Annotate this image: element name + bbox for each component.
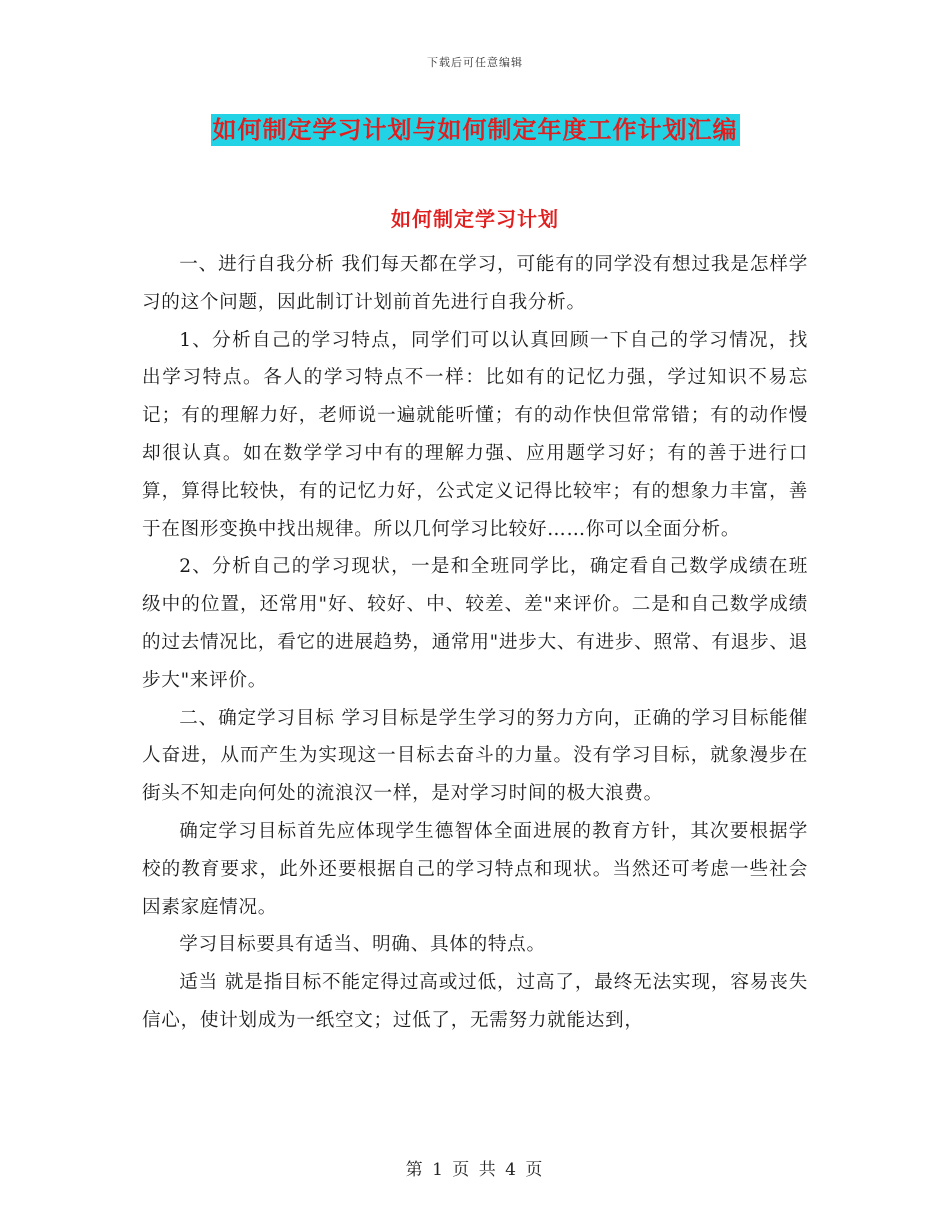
paragraph: 2、分析自己的学习现状，一是和全班同学比，确定看自己数学成绩在班级中的位置，还常用"好、较好、中、较差、差"来评价。二是和自己数学成绩的过去情况比，看它的进展趋势，通常用"进步大、有进步、照常、有退步、退步大"来评价。: [142, 556, 808, 691]
document-title: 如何制定学习计划与如何制定年度工作计划汇编: [212, 115, 738, 144]
paragraph: 1、分析自己的学习特点，同学们可以认真回顾一下自己的学习情况，找出学习特点。各人的学习特点不一样：比如有的记忆力强，学过知识不易忘记；有的理解力好，老师说一遍就能听懂；有的动作快但常常错；有的动作慢却很认真。如在数学学习中有的理解力强、应用题学习好；有的善于进行口算，算得比较快，有的记忆力好，公式定义记得比较牢；有的想象力丰富，善于在图形变换中找出规律。所以几何学习比较好……你可以全面分析。: [142, 329, 808, 540]
section-title: 如何制定学习计划: [391, 207, 559, 231]
document-body: [142, 246, 808, 1040]
paragraph: 确定学习目标首先应体现学生德智体全面进展的教育方针，其次要根据学校的教育要求，此外还要根据自己的学习特点和现状。当然还可考虑一些社会因素家庭情况。: [142, 820, 808, 918]
paragraph: 适当 就是指目标不能定得过高或过低，过高了，最终无法实现，容易丧失信心，使计划成为一纸空文；过低了，无需努力就能达到，: [142, 972, 808, 1031]
paragraph: 二、确定学习目标 学习目标是学生学习的努力方向，正确的学习目标能催人奋进，从而产生为实现这一目标去奋斗的力量。没有学习目标，就象漫步在街头不知走向何处的流浪汉一样，是对学习时间的极大浪费。: [142, 707, 808, 805]
document-title-container: [0, 114, 950, 146]
page-number-footer: 第 1 页 共 4 页: [405, 1160, 545, 1180]
paragraph: 学习目标要具有适当、明确、具体的特点。: [179, 934, 546, 956]
page-header-note: 下载后可任意编辑: [427, 56, 523, 69]
paragraph: 一、进行自我分析 我们每天都在学习，可能有的同学没有想过我是怎样学习的这个问题，因此制订计划前首先进行自我分析。: [142, 254, 808, 313]
